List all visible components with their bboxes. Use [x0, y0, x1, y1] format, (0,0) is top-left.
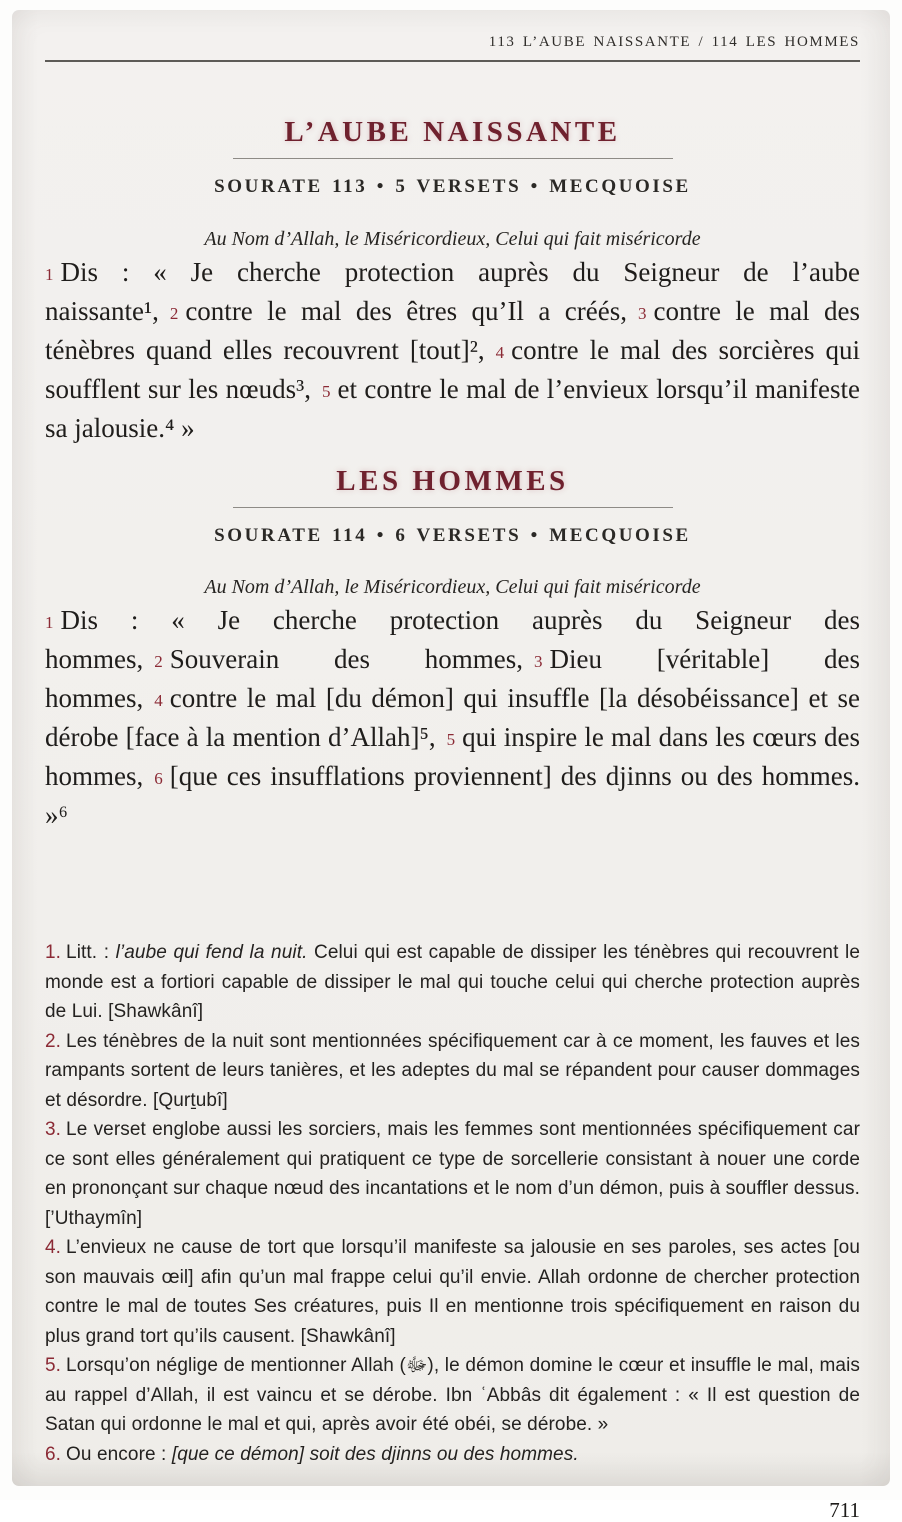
page-number: 711 [829, 1498, 860, 1522]
sura-114-verses [45, 602, 860, 834]
verse-number: 3 [637, 304, 647, 323]
footnote-text: Le verset englobe aussi les sorciers, mais les femmes sont mentionnées spécifiquement car ce sont elles généralement qui pratiquent ce type de sorcellerie consistant à nouer une corde en prononçant sur chaque nœud des incantations et le nom d’un démon, puis à souffler dessus. [’Uthaymîn] [45, 1119, 860, 1229]
verse-number: 6 [154, 769, 163, 788]
footnote-1 [45, 938, 860, 1027]
footnote-text: L’envieux ne cause de tort que lorsqu’il manifeste sa jalousie en ses paroles, ses actes [ou son mauvais œil] afin qu’un mal frappe celui qu’il envie. Allah ordonne de chercher protection contre le mal de toutes Ses créatures, puis Il en mentionne trois spécifiquement en raison du plus grand tort qu’ils causent. [Shawkânî] [45, 1237, 860, 1347]
footnote-text: Celui qui est capable de dissiper les ténèbres qui recouvrent le monde est a fortiori capable de dissiper le mal qui touche celui qui cherche protection auprès de Lui. [Shawkânî] [45, 942, 860, 1022]
footnote-text: Litt. : [66, 942, 116, 963]
page-content [12, 10, 890, 1522]
verse-number: 1 [45, 265, 54, 284]
verse-number: 5 [446, 730, 456, 749]
verse-number: 5 [321, 382, 331, 401]
sura-113-title: L’AUBE NAISSANTE [284, 116, 621, 148]
sura-114-section [45, 463, 860, 834]
sura-113-verses [45, 254, 860, 447]
footnote-number: 4. [45, 1237, 62, 1258]
sura-113-subtitle: SOURATE 113 • 5 VERSETS • MECQUOISE [214, 176, 691, 197]
verse-number: 1 [45, 613, 54, 632]
scanned-paper [12, 10, 890, 1522]
verse-number: 2 [169, 304, 179, 323]
footnote-italic-text: l’aube qui fend la nuit. [115, 942, 308, 963]
sura-113-basmala: Au Nom d’Allah, le Miséricordieux, Celui qui fait miséricorde [204, 228, 701, 250]
verse-text: et contre le mal de l’envieux lorsqu’il manifeste sa jalousie.⁴ » [45, 374, 860, 443]
running-header: 113 L’AUBE NAISSANTE / 114 LES HOMMES [488, 34, 860, 50]
verse-number: 2 [154, 652, 163, 671]
footnote-number: 5. [45, 1355, 62, 1376]
verse-text: contre le mal des ténèbres quand elles recouvrent [tout]², [45, 296, 860, 365]
footnote-2 [45, 1027, 860, 1116]
footnote-number: 1. [45, 942, 62, 963]
footnote-text: Ou encore : [66, 1443, 172, 1465]
verse-text: Dieu [véritable] des hommes, [45, 644, 860, 713]
verse-text: contre le mal des sorcières qui soufflent sur les nœuds³, [45, 335, 860, 404]
verse-number: 4 [495, 343, 505, 362]
footnote-6 [45, 1440, 860, 1470]
footnote-4 [45, 1233, 860, 1351]
verse-text: qui inspire le mal dans les cœurs des hommes, [45, 722, 861, 791]
sura-114-title: LES HOMMES [336, 465, 569, 497]
footnotes-section [45, 938, 860, 1469]
verse-text: Dis : « Je cherche protection auprès du Seigneur de l’aube naissante¹, [45, 257, 860, 326]
footnote-number: 3. [45, 1119, 62, 1140]
verse-text: Souverain des hommes, [169, 644, 524, 674]
footnote-5 [45, 1351, 860, 1440]
sura-114-basmala: Au Nom d’Allah, le Miséricordieux, Celui qui fait miséricorde [204, 576, 701, 598]
sura-114-title-rule [233, 507, 673, 508]
footnote-text: Lorsqu’on néglige de mentionner Allah (ﷻ), le démon domine le cœur et insuffle le mal, mais au rappel d’Allah, il est vaincu et se dérobe. Ibn ʿAbbâs dit également : « Il est question de Satan qui ordonne le mal et qui, après avoir été obéi, se dérobe. » [45, 1355, 860, 1435]
footnote-text: Les ténèbres de la nuit sont mentionnées spécifiquement car à ce moment, les fauves et les rampants sortent de leurs tanières, et les adeptes du mal se répandent pour causer dommages et désordre. [Qurṯubî] [45, 1030, 860, 1111]
verse-number: 4 [154, 691, 163, 710]
sura-113-section [45, 114, 860, 447]
header-rule [45, 60, 860, 62]
footnote-italic-text: [que ce démon] soit des djinns ou des hommes. [171, 1443, 579, 1465]
verse-text: [que ces insufflations proviennent] des djinns ou des hommes. »⁶ [45, 761, 860, 830]
footnote-number: 6. [45, 1443, 62, 1465]
verse-text: Dis : « Je cherche protection auprès du Seigneur des hommes, [45, 605, 860, 674]
verse-text: contre le mal des êtres qu’Il a créés, [185, 296, 627, 326]
sura-114-subtitle: SOURATE 114 • 6 VERSETS • MECQUOISE [214, 525, 691, 546]
sura-113-title-rule [233, 158, 673, 159]
footnote-number: 2. [45, 1030, 62, 1052]
verse-number: 3 [534, 652, 543, 671]
footnote-3 [45, 1115, 860, 1233]
verse-text: contre le mal [du démon] qui insuffle [la désobéissance] et se dérobe [face à la mention d’Allah]⁵, [45, 683, 860, 752]
